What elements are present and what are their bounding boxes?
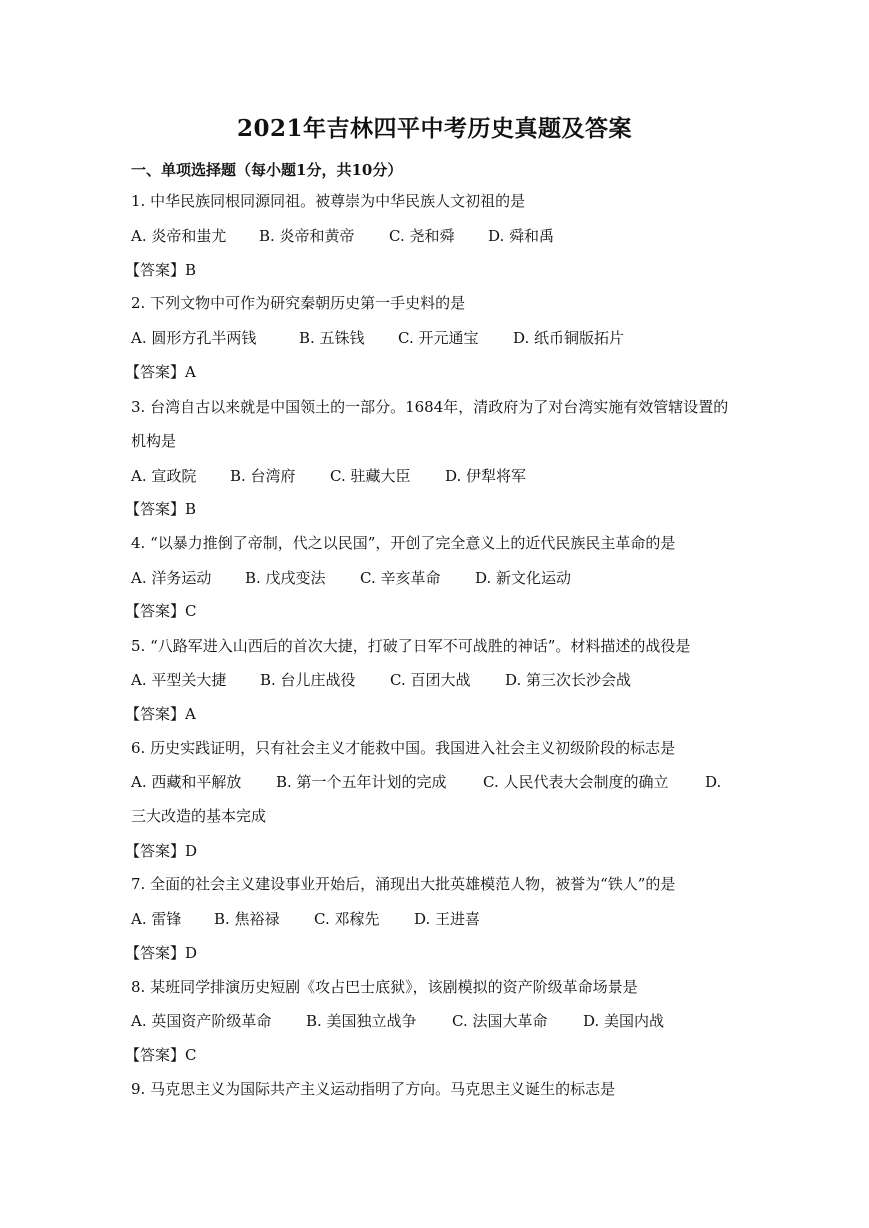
option: A. 宣政院: [131, 467, 197, 485]
option: D. 舜和禹: [488, 227, 555, 245]
question-stem: 9. 马克思主义为国际共产主义运动指明了方向。马克思主义诞生的标志是: [131, 1080, 616, 1098]
option: C. 邓稼先: [314, 910, 380, 928]
option-continued: 三大改造的基本完成: [131, 807, 267, 825]
option: A. 炎帝和蚩尤: [131, 227, 227, 245]
question-stem: 6. 历史实践证明，只有社会主义才能救中国。我国进入社会主义初级阶段的标志是: [131, 739, 676, 757]
question-options: [131, 771, 721, 793]
option: A. 雷锋: [131, 910, 182, 928]
option: B. 炎帝和黄帝: [259, 227, 355, 245]
answer-label: 【答案】B: [125, 500, 197, 518]
question-options: [131, 669, 631, 691]
answer-label: 【答案】D: [125, 842, 198, 860]
option: C. 人民代表大会制度的确立: [483, 773, 669, 791]
document-title: 2021年吉林四平中考历史真题及答案: [236, 115, 632, 142]
option: D. 第三次长沙会战: [505, 671, 632, 689]
option: C. 百团大战: [390, 671, 471, 689]
option: B. 第一个五年计划的完成: [276, 773, 447, 791]
answer-label: 【答案】C: [125, 602, 197, 620]
answer-label: 【答案】A: [125, 705, 196, 723]
question-stem: 1. 中华民族同根同源同祖。被尊崇为中华民族人文初祖的是: [131, 192, 526, 210]
section-heading: 一、单项选择题（每小题1分，共10分）: [131, 161, 403, 179]
option: A. 洋务运动: [131, 569, 212, 587]
answer-label: 【答案】C: [125, 1046, 197, 1064]
question-stem: 7. 全面的社会主义建设事业开始后，涌现出大批英雄模范人物，被誉为“铁人”的是: [131, 875, 676, 893]
question-options: [131, 465, 526, 487]
option: B. 美国独立战争: [306, 1012, 417, 1030]
option: D. 美国内战: [583, 1012, 665, 1030]
question-stem-continued: 机构是: [131, 432, 177, 450]
option: D.: [705, 773, 722, 791]
option: B. 五铢钱: [299, 329, 365, 347]
question-options: [131, 327, 624, 349]
question-stem: 5. “八路军进入山西后的首次大捷，打破了日军不可战胜的神话”。材料描述的战役是: [131, 637, 691, 655]
option: D. 新文化运动: [475, 569, 572, 587]
option: C. 开元通宝: [398, 329, 479, 347]
option: D. 王进喜: [414, 910, 481, 928]
question-stem: 2. 下列文物中可作为研究秦朝历史第一手史料的是: [131, 294, 466, 312]
option: A. 英国资产阶级革命: [131, 1012, 272, 1030]
option: C. 辛亥革命: [360, 569, 441, 587]
question-stem: 3. 台湾自古以来就是中国领土的一部分。1684年，清政府为了对台湾实施有效管辖设置的: [131, 398, 729, 416]
option: B. 台湾府: [230, 467, 296, 485]
option: B. 戊戌变法: [245, 569, 326, 587]
option: A. 西藏和平解放: [131, 773, 242, 791]
answer-label: 【答案】B: [125, 261, 197, 279]
option: C. 法国大革命: [452, 1012, 548, 1030]
question-options: [131, 908, 480, 930]
option: C. 驻藏大臣: [330, 467, 411, 485]
option: A. 平型关大捷: [131, 671, 227, 689]
option: D. 伊犁将军: [445, 467, 527, 485]
question-options: [131, 567, 571, 589]
answer-label: 【答案】A: [125, 363, 196, 381]
option: B. 台儿庄战役: [260, 671, 356, 689]
answer-label: 【答案】D: [125, 944, 198, 962]
option: C. 尧和舜: [389, 227, 455, 245]
question-options: [131, 225, 554, 247]
option: B. 焦裕禄: [214, 910, 280, 928]
option: D. 纸币铜版拓片: [513, 329, 625, 347]
question-stem: 4. “以暴力推倒了帝制，代之以民国”，开创了完全意义上的近代民族民主革命的是: [131, 534, 676, 552]
question-options: [131, 1010, 664, 1032]
question-stem: 8. 某班同学排演历史短剧《攻占巴士底狱》，该剧模拟的资产阶级革命场景是: [131, 978, 638, 996]
option: A. 圆形方孔半两钱: [131, 329, 257, 347]
